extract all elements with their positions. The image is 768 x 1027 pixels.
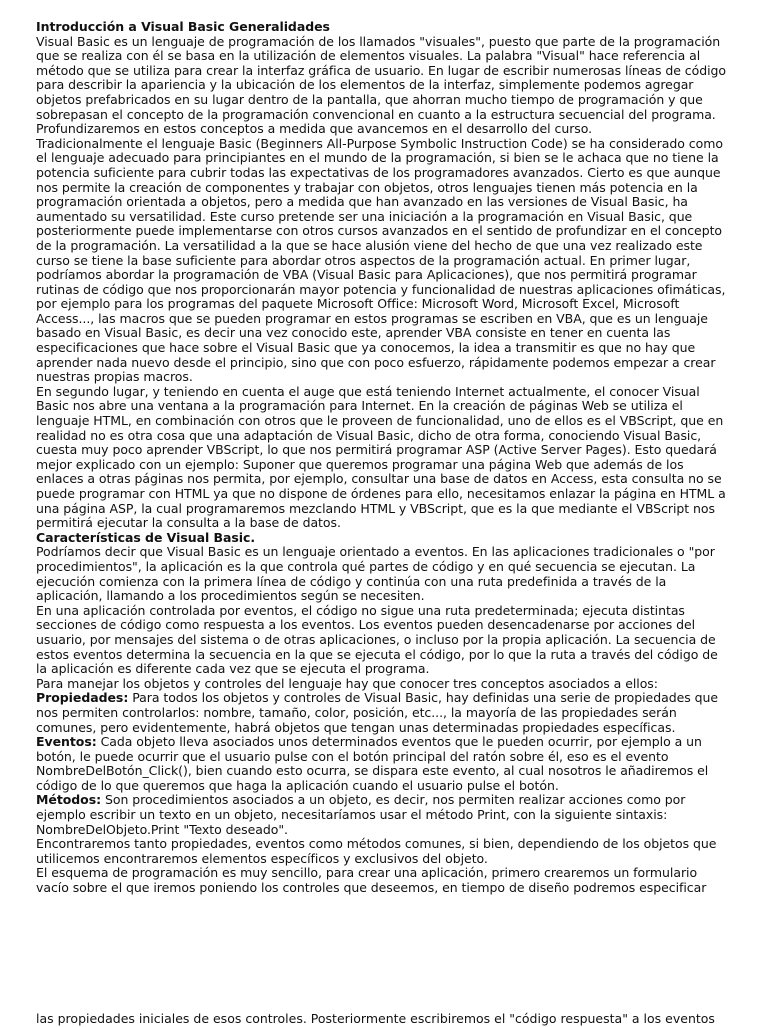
concept-text: Cada objeto lleva asociados unos determinados eventos que le pueden ocurrir, por ejemplo a un botón, le puede ocurrir que el usuario pulse con el botón principal del ratón sobre él, eso es el evento NombreDelBotón_Click(), bien cuando esto ocurra, se dispara este evento, al cual nosotros le añadiremos el código de lo que queremos que haga la aplicación cuando el usuario pulse el botón. [36, 734, 709, 793]
closing-paragraph: Encontraremos tanto propiedades, eventos como métodos comunes, si bien, dependiendo de los objetos que utilicemos encontraremos elementos específicos y exclusivos del objeto. [36, 836, 717, 866]
intro-paragraph: Tradicionalmente el lenguaje Basic (Beginners All-Purpose Symbolic Instruction Code) se ha considerado como el lenguaje adecuado para principiantes en el mundo de la programación, si bien se le achaca que no tiene la potencia suficiente para cubrir todas las expectativas de los programadores avanzados. Cierto es que aunque nos permite la creación de componentes y trabajar con objetos, otros lenguajes tienen más potencia en la programación orientada a objetos, pero a medida que han avanzado en las versiones de Visual Basic, ha aumentado su versatilidad. Este curso pretende ser una iniciación a la programación en Visual Basic, que posteriormente puede implementarse con otros cursos avanzados en el sentido de profundizar en el concepto de la programación. La versatilidad a la que se hace alusión viene del hecho de que una vez realizado este curso se tiene la base suficiente para abordar otros aspectos de la programación actual. En primer lugar, podríamos abordar la programación de VBA (Visual Basic para Aplicaciones), que nos permitirá programar rutinas de código que nos proporcionarán mayor potencia y funcionalidad de nuestras aplicaciones ofimáticas, por ejemplo para los programas del paquete Microsoft Office: Microsoft Word, Microsoft Excel, Microsoft Access..., las macros que se pueden programar en estos programas se escriben en VBA, que es un lenguaje basado en Visual Basic, es decir una vez conocido este, aprender VBA consiste en tener en cuenta las especificaciones que hace sobre el Visual Basic que ya conocemos, la idea a transmitir es que no hay que aprender nada nuevo desde el principio, sino que con poco esfuerzo, rápidamente podemos empezar a crear nuestras propias macros. [36, 135, 726, 385]
concept-term: Eventos: [36, 734, 97, 750]
section-title: Características de Visual Basic. [36, 529, 256, 545]
next-page-fragment: las propiedades iniciales de esos controles. Posteriormente escribiremos el "código respuesta" a los eventos [36, 1012, 715, 1026]
concept-text: Para todos los objetos y controles de Visual Basic, hay definidas una serie de propiedades que nos permiten controlarlos: nombre, tamaño, color, posición, etc..., la mayoría de las propiedades serán comunes, pero evidentemente, habrá objetos que tengan unas determinadas propiedades específicas. [36, 690, 719, 735]
concept-properties [36, 691, 732, 735]
section-paragraph: Para manejar los objetos y controles del lenguaje hay que conocer tres conceptos asociados a ellos: [36, 675, 658, 691]
concept-text: Son procedimientos asociados a un objeto, es decir, nos permiten realizar acciones como por ejemplo escribir un texto en un objeto, necesitaríamos usar el método Print, con la siguiente sintaxis: NombreDelObjeto.Print "Texto deseado". [36, 792, 686, 837]
intro-paragraph: Visual Basic es un lenguaje de programación de los llamados "visuales", puesto que parte de la programación que se realiza con él se basa en la utilización de elementos visuales. La palabra "Visual" hace referencia al método que se utiliza para crear la interfaz gráfica de usuario. En lugar de escribir numerosas líneas de código para describir la apariencia y la ubicación de los elementos de la interfaz, simplemente podemos agregar objetos prefabricados en su lugar dentro de la pantalla, que ahorran mucho tiempo de programación y que sobrepasan el concepto de la programación convencional en cuanto a la estructura secuencial del programa. Profundizaremos en estos conceptos a medida que avancemos en el desarrollo del curso. [36, 33, 727, 137]
concept-term: Métodos: [36, 792, 102, 808]
section-paragraph: En una aplicación controlada por eventos, el código no sigue una ruta predeterminada; ejecuta distintas secciones de código como respuesta a los eventos. Los eventos pueden desencadenarse por acciones del usuario, por mensajes del sistema o de otras aplicaciones, o incluso por la propia aplicación. La secuencia de estos eventos determina la secuencia en la que se ejecuta el código, por lo que la ruta a través del código de la aplicación es diferente cada vez que se ejecuta el programa. [36, 602, 718, 677]
concept-methods [36, 793, 732, 837]
closing-paragraph: El esquema de programación es muy sencillo, para crear una aplicación, primero crearemos un formulario vacío sobre el que iremos poniendo los controles que deseemos, en tiempo de diseño podremos especificar [36, 865, 707, 896]
concept-events [36, 735, 732, 793]
section-paragraph: Podríamos decir que Visual Basic es un lenguaje orientado a eventos. En las aplicaciones tradicionales o "por procedimientos", la aplicación es la que controla qué partes de código y en qué secuencia se ejecutan. La ejecución comienza con la primera línea de código y continúa con una ruta predefinida a través de la aplicación, llamando a los procedimientos según se necesiten. [36, 544, 715, 604]
intro-paragraph: En segundo lugar, y teniendo en cuenta el auge que está teniendo Internet actualmente, el conocer Visual Basic nos abre una ventana a la programación para Internet. En la creación de páginas Web se utiliza el lenguaje HTML, en combinación con otros que le proveen de funcionalidad, uno de ellos es el VBScript, que en realidad no es otra cosa que una adaptación de Visual Basic, dicho de otra forma, conociendo Visual Basic, cuesta muy poco aprender VBScript, lo que nos permitirá programar ASP (Active Server Pages). Esto quedará mejor explicado con un ejemplo: Suponer que queremos programar una página Web que además de los enlaces a otras páginas nos permita, por ejemplo, consultar una base de datos en Access, esta consulta no se puede programar con HTML ya que no dispone de órdenes para ello, necesitamos enlazar la página en HTML a una página ASP, la cual programaremos mezclando HTML y VBScript, que es la que mediante el VBScript nos permitirá ejecutar la consulta a la base de datos. [36, 383, 726, 531]
document-title: Introducción a Visual Basic Generalidades [36, 19, 330, 34]
document-page [36, 20, 732, 896]
concept-term: Propiedades: [36, 690, 129, 706]
